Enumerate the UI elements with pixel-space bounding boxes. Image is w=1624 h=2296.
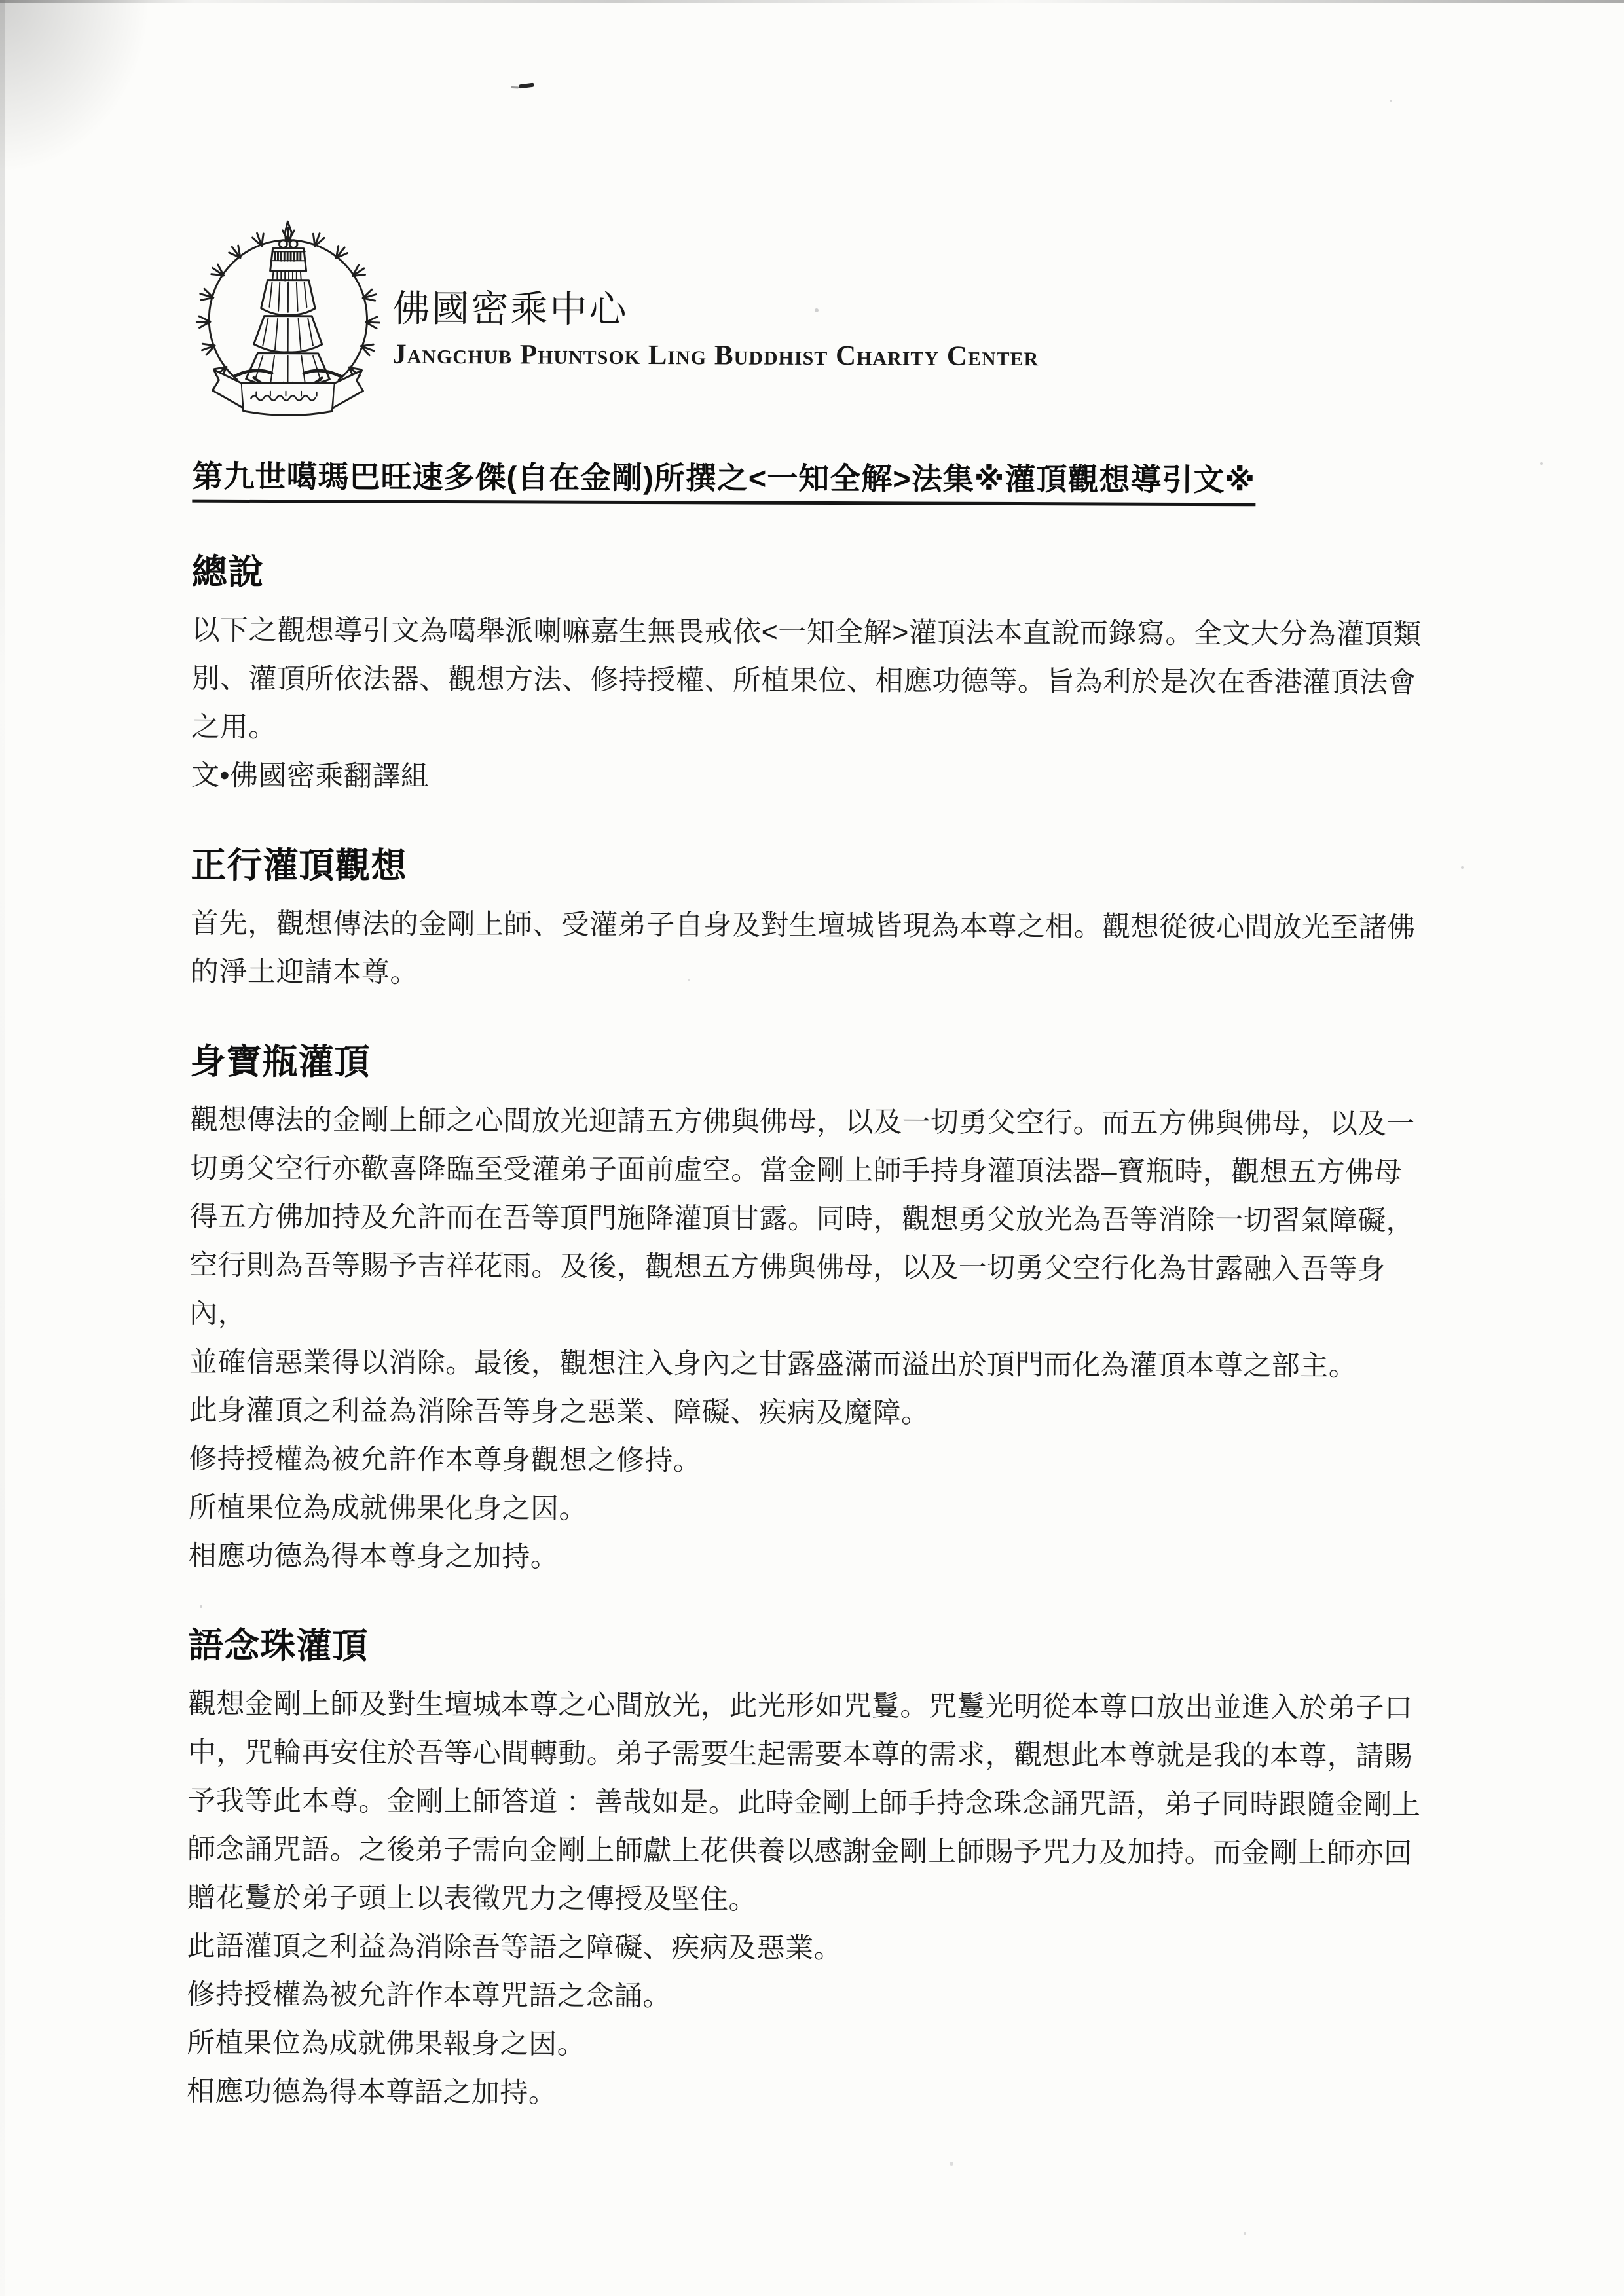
org-names bbox=[392, 288, 1309, 374]
section-heading-speech-mala-empowerment: 語念珠灌頂 bbox=[188, 1626, 369, 1666]
org-name-chinese: 佛國密乘中心 bbox=[392, 287, 629, 331]
section-heading-body-vase-empowerment: 身寶瓶灌頂 bbox=[190, 1042, 371, 1082]
section-body-speech-mala-empowerment: 觀想金剛上師及對生壇城本尊之心間放光，此光形如咒鬘。咒鬘光明從本尊口放出並進入於弟子口 中，咒輪再安住於吾等心間轉動。弟子需要生起需要本尊的需求，觀想此本尊就是我的本尊，請賜 予我等此本尊。金剛上師答道 ：善哉如是。此時金剛上師手持念珠念誦咒語，弟子同時跟隨金剛上 師念誦咒語。之後弟子需向金剛上師獻上花供養以感謝金剛上師賜予咒力及加持。而金剛上師亦回 贈花鬘於弟子頭上以表徵咒力之傳授及堅住。 此語灌頂之利益為消除吾等語之障礙、疾病及惡業。 修持授權為被允許作本尊咒語之念誦。 所植果位為成就佛果報身之因。 相應功德為得本尊語之加持。 bbox=[186, 1688, 1421, 2109]
victory-banner-wreath-emblem-icon bbox=[194, 218, 382, 418]
section-heading-general: 總說 bbox=[191, 552, 265, 592]
text-column bbox=[187, 458, 1443, 2121]
section-heading-main-visualization: 正行灌頂觀想 bbox=[191, 845, 407, 886]
section-body-main-visualization: 首先，觀想傳法的金剛上師、受灌弟子自身及對生壇城皆現為本尊之相。觀想從彼心間放光至諸佛 的淨土迎請本尊。 bbox=[190, 907, 1416, 989]
org-name-english: Jangchub Phuntsok Ling Buddhist Charity Center bbox=[392, 338, 1039, 373]
section-body-general: 以下之觀想導引文為噶舉派喇嘛嘉生無畏戒依<一知全解>灌頂法本直說而錄寫。全文大分為灌頂類 別、灌頂所依法器、觀想方法、修持授權、所植果位、相應功德等。旨為利於是次在香港灌頂法會 之用。 文•佛國密乘翻譯組 bbox=[191, 614, 1422, 792]
section-body-body-vase-empowerment: 觀想傳法的金剛上師之心間放光迎請五方佛與佛母，以及一切勇父空行。而五方佛與佛母，以及一 切勇父空行亦歡喜降臨至受灌弟子面前虛空。當金剛上師手持身灌頂法器–寶瓶時，觀想五方佛母 得五方佛加持及允許而在吾等頂門施降灌頂甘露。同時，觀想勇父放光為吾等消除一切習氣障礙， 空行則為吾等賜予吉祥花雨。及後，觀想五方佛與佛母，以及一切勇父空行化為甘露融入吾等身內， 並確信惡業得以消除。最後，觀想注入身內之甘露盛滿而溢出於頂門而化為灌頂本尊之部主。 此身灌頂之利益為消除吾等身之惡業、障礙、疾病及魔障。 修持授權為被允許作本尊身觀想之修持。 所植果位為成就佛果化身之因。 相應功德為得本尊身之加持。 bbox=[188, 1104, 1415, 1573]
document-title: 第九世噶瑪巴旺速多傑(自在金剛)所撰之<一知全解>法集※灌頂觀想導引文※ bbox=[192, 458, 1255, 507]
